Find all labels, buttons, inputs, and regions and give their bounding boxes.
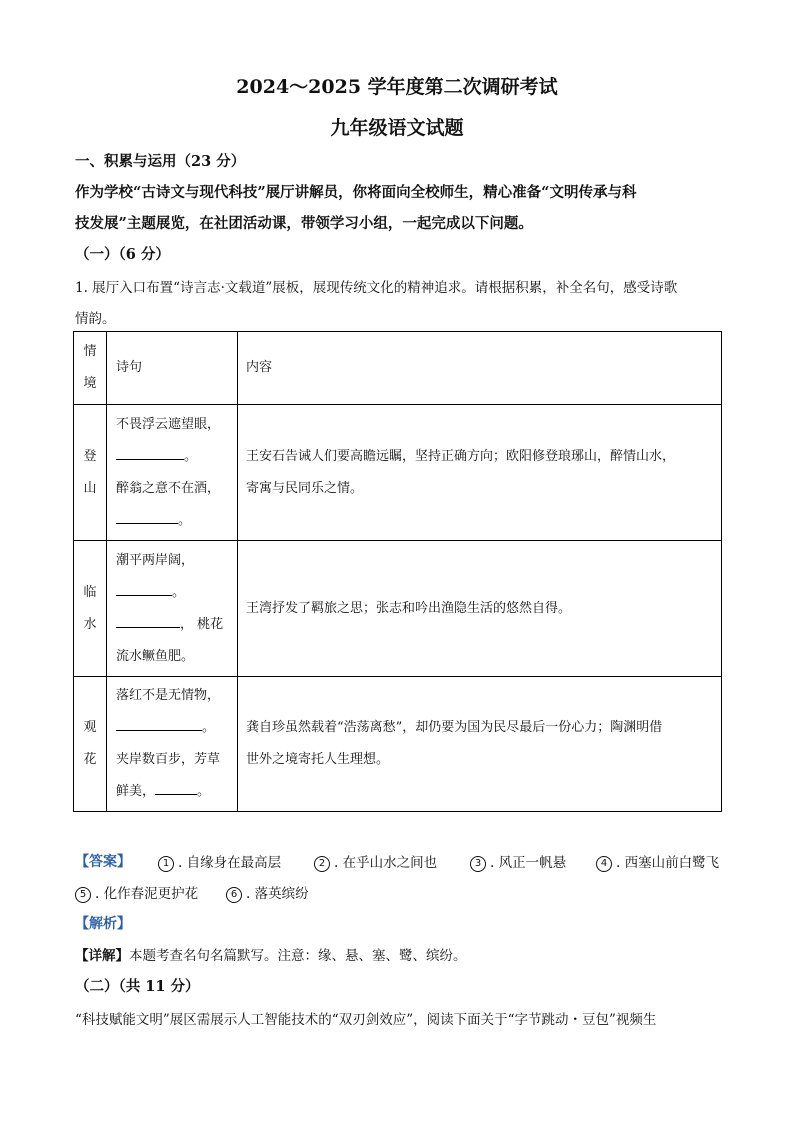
poem-line — [116, 505, 237, 537]
fill-blank[interactable] — [116, 445, 184, 460]
poem-punct: 。 — [172, 584, 186, 600]
scene-char: 水 — [83, 616, 97, 632]
scene-char: 临 — [83, 584, 97, 600]
poem-line — [116, 712, 237, 744]
answer-item — [314, 851, 437, 872]
table-header-row — [74, 332, 722, 405]
table-row — [74, 405, 722, 541]
circled-number: 4 — [596, 856, 612, 872]
answer-text: . 落英缤纷 — [246, 886, 309, 902]
poem-punct: 。 — [202, 720, 216, 735]
answer-text: . 风正一帆悬 — [490, 855, 567, 871]
table-row — [74, 677, 722, 812]
poem-line — [116, 441, 237, 473]
section1-intro-line1: 作为学校“古诗文与现代科技”展厅讲解员，你将面向全校师生，精心准备“文明传承与科 — [75, 184, 637, 201]
content-line: 王湾抒发了羁旅之思；张志和吟出渔隐生活的悠然自得。 — [246, 600, 572, 616]
poem-line: 不畏浮云遮望眼， — [116, 416, 221, 432]
poem-cell — [107, 541, 238, 677]
poem-line: 流水鳜鱼肥。 — [116, 648, 195, 664]
circled-number: 5 — [75, 887, 91, 903]
scene-cell — [74, 541, 107, 677]
header-scene-char1: 情 — [83, 344, 97, 359]
answer-text: . 化作春泥更护花 — [95, 886, 199, 902]
exam-title: 2024～2025 学年度第二次调研考试 — [236, 76, 558, 98]
poem-line: 潮平两岸阔， — [116, 552, 195, 568]
part1-heading: （一）（6 分） — [75, 246, 170, 263]
poem-punct: ， 桃花 — [180, 616, 224, 632]
circled-number: 3 — [470, 856, 486, 872]
answer-item — [596, 851, 719, 872]
scene-cell — [74, 677, 107, 812]
detail-label: 【详解】 — [75, 948, 129, 964]
answer-text: . 自缘身在最高层 — [178, 855, 282, 871]
fill-blank[interactable] — [116, 716, 202, 731]
scene-char: 登 — [83, 448, 97, 464]
fill-blank[interactable] — [116, 581, 172, 596]
section1-heading: 一、积累与运用（23 分） — [75, 153, 246, 170]
poem-line: 醉翁之意不在酒， — [116, 480, 221, 496]
scene-char: 观 — [83, 720, 97, 735]
poem-line: 落红不是无情物， — [116, 688, 221, 703]
circled-number: 2 — [314, 856, 330, 872]
content-line: 世外之境寄托人生理想。 — [246, 752, 390, 767]
header-content: 内容 — [238, 332, 722, 405]
answer-item — [158, 851, 281, 872]
poem-punct: 。 — [197, 784, 211, 799]
content-cell — [238, 405, 722, 541]
poem-line — [116, 577, 237, 609]
content-line: 寄寓与民同乐之情。 — [246, 480, 364, 496]
scene-char: 山 — [83, 480, 97, 496]
scene-char: 花 — [83, 752, 97, 767]
circled-number: 1 — [158, 856, 174, 872]
poem-cell — [107, 677, 238, 812]
scene-cell — [74, 405, 107, 541]
analysis-label: 【解析】 — [75, 916, 131, 932]
fill-blank[interactable] — [116, 613, 180, 628]
poem-line: 夹岸数百步，芳草 — [116, 752, 221, 767]
question1-line1: 1. 展厅入口布置“诗言志·文载道”展板，展现传统文化的精神追求。请根据积累，补全名句，感受诗歌 — [75, 280, 678, 296]
answer-item — [470, 851, 566, 872]
answer-text: . 在乎山水之间也 — [334, 855, 438, 871]
poem-punct: 。 — [178, 512, 192, 528]
detail-line — [75, 944, 467, 964]
answer-item — [75, 882, 198, 903]
poem-text: 鲜美， — [116, 784, 156, 799]
section1-intro-line2: 技发展”主题展览，在社团活动课，带领学习小组，一起完成以下问题。 — [75, 215, 533, 232]
answer-text: . 西塞山前白鹭飞 — [616, 855, 720, 871]
circled-number: 6 — [226, 887, 242, 903]
section2-line1: “科技赋能文明”展区需展示人工智能技术的“双刃剑效应”，阅读下面关于“字节跳动・豆包”视频生 — [75, 1012, 657, 1028]
poem-punct: 。 — [184, 448, 198, 464]
content-cell — [238, 541, 722, 677]
table-row — [74, 541, 722, 677]
answer-label: 【答案】 — [75, 854, 131, 870]
poem-line — [116, 776, 237, 808]
header-poem: 诗句 — [107, 332, 238, 405]
fill-blank[interactable] — [155, 780, 197, 795]
answer-item — [226, 882, 309, 903]
header-scene — [74, 332, 107, 405]
poem-table — [73, 331, 722, 812]
content-cell — [238, 677, 722, 812]
content-line: 王安石告诫人们要高瞻远瞩，坚持正确方向；欧阳修登琅琊山，醉情山水， — [246, 448, 676, 464]
section2-heading: （二）（共 11 分） — [75, 978, 200, 995]
poem-line — [116, 609, 237, 641]
poem-cell — [107, 405, 238, 541]
header-scene-char2: 境 — [83, 376, 97, 391]
content-line: 龚自珍虽然载着“浩荡离愁”，却仍要为国为民尽最后一份心力；陶渊明借 — [246, 720, 663, 735]
detail-text: 本题考查名句名篇默写。注意：缘、悬、塞、鹭、缤纷。 — [129, 948, 467, 964]
exam-subtitle: 九年级语文试题 — [330, 117, 464, 139]
question1-line2: 情韵。 — [75, 311, 116, 327]
fill-blank[interactable] — [116, 509, 178, 524]
